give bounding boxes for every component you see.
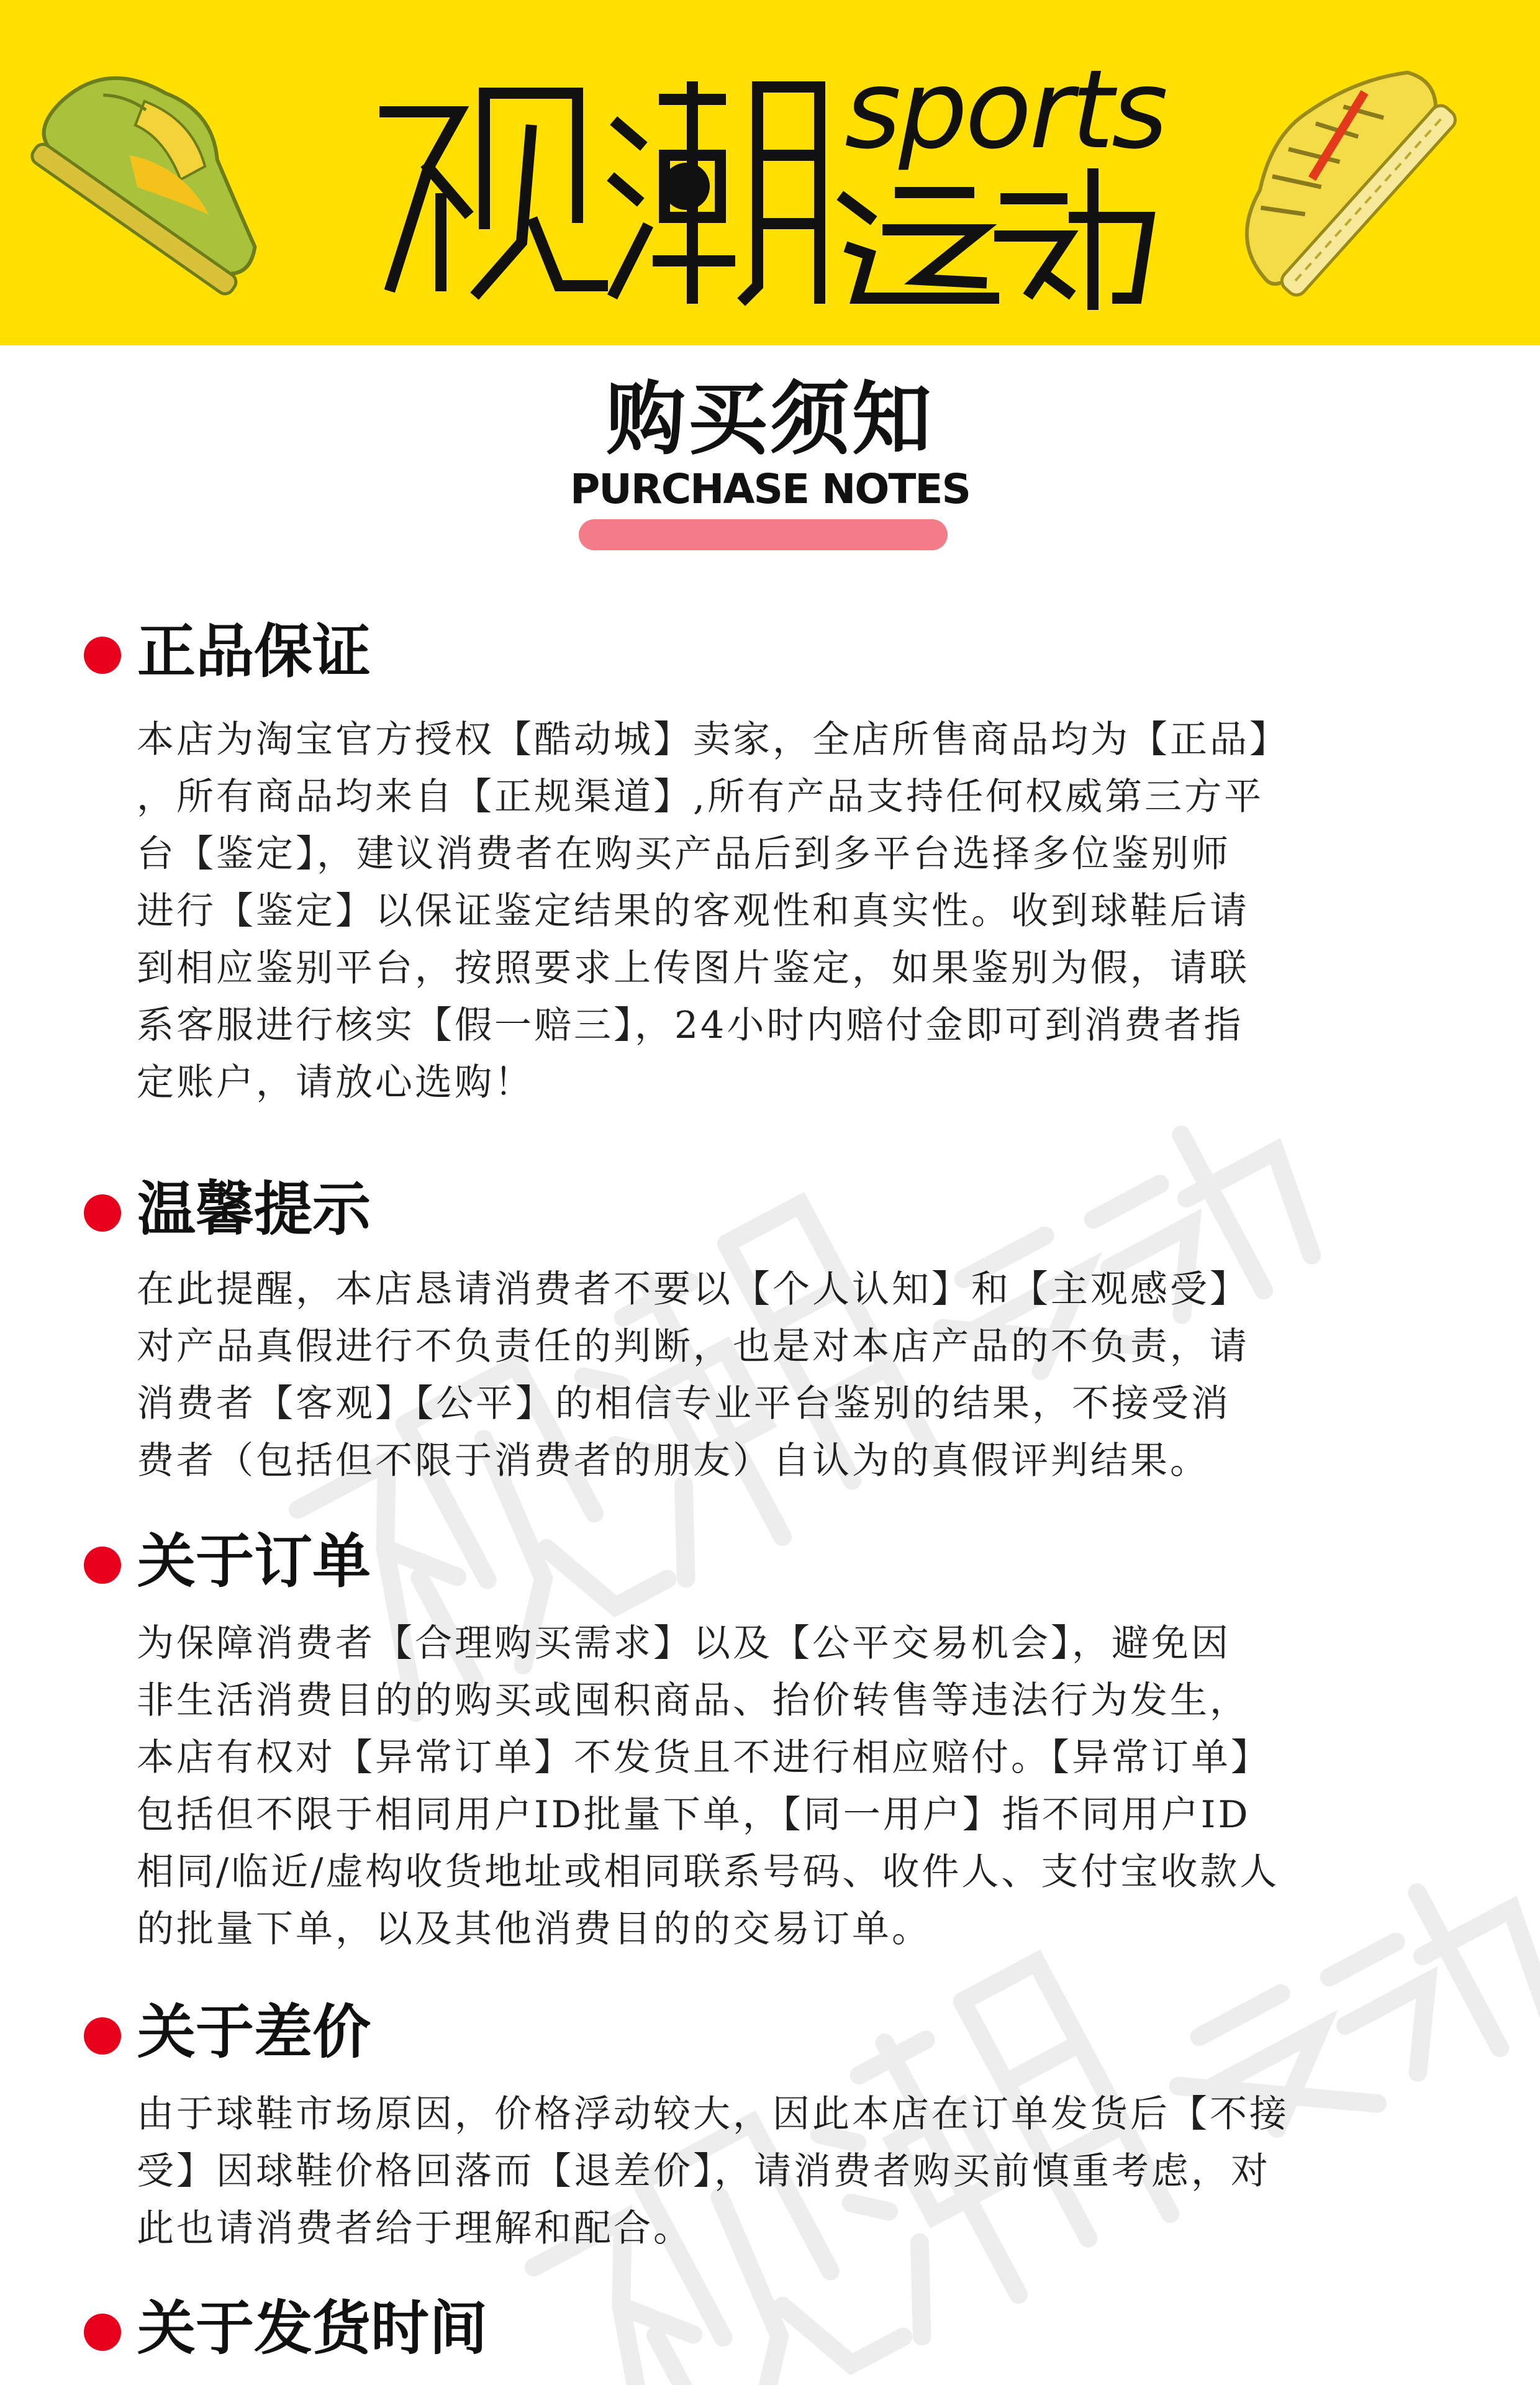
logo-sports-text: sports (845, 47, 1166, 173)
body-line: 对产品真假进行不负责任的判断，也是对本店产品的不负责，请 (137, 1325, 1249, 1368)
section-title: 正品保证 (137, 618, 371, 686)
body-line: 系客服进行核实【假一赔三】，24小时内赔付金即可到消费者指 (137, 1004, 1244, 1047)
body-line: 由于球鞋市场原因，价格浮动较大，因此本店在订单发货后【不接 (137, 2092, 1289, 2136)
section-body (137, 711, 1428, 1111)
body-line: 的批量下单，以及其他消费目的的交易订单。 (137, 1907, 931, 1951)
section-body (137, 2086, 1428, 2257)
bullet-dot-icon (84, 2314, 121, 2351)
body-line: 台【鉴定】，建议消费者在购买产品后到多平台选择多位鉴别师 (137, 832, 1231, 876)
section-title: 关于订单 (137, 1528, 371, 1596)
body-line: 非生活消费目的的购买或囤积商品、抬价转售等违法行为发生， (137, 1679, 1249, 1722)
bullet-dot-icon (84, 1194, 121, 1232)
page-subtitle: PURCHASE NOTES (569, 465, 971, 513)
section-title: 关于发货时间 (137, 2295, 488, 2363)
body-line: 此也请消费者给于理解和配合。 (137, 2207, 693, 2250)
body-line: 受】因球鞋价格回落而【退差价】，请消费者购买前慎重考虑，对 (137, 2150, 1270, 2193)
title-underline-bar (579, 519, 948, 550)
section-body (137, 1261, 1428, 1489)
section-body (137, 1615, 1428, 1958)
section-title: 温馨提示 (137, 1176, 371, 1243)
body-line: 本店有权对【异常订单】不发货且不进行相应赔付。【异常订单】 (137, 1736, 1270, 1779)
bullet-dot-icon (84, 2017, 121, 2055)
body-line: 包括但不限于相同用户ID批量下单，【同一用户】指不同用户ID (137, 1793, 1251, 1837)
body-line: 在此提醒，本店恳请消费者不要以【个人认知】和【主观感受】 (137, 1268, 1249, 1311)
body-line: 相同/临近/虚构收货地址或相同联系号码、收件人、支付宝收款人 (137, 1850, 1280, 1894)
bullet-dot-icon (84, 1547, 121, 1584)
bullet-dot-icon (84, 637, 121, 674)
body-line: 消费者【客观】【公平】的相信专业平台鉴别的结果，不接受消 (137, 1382, 1231, 1425)
body-line: 费者（包括但不限于消费者的朋友）自认为的真假评判结果。 (137, 1439, 1210, 1483)
yellow-sneaker-image (1183, 19, 1475, 311)
body-line: 本店为淘宝官方授权【酷动城】卖家，全店所售商品均为【正品】 (137, 718, 1289, 761)
body-line: 进行【鉴定】以保证鉴定结果的客观性和真实性。收到球鞋后请 (137, 889, 1249, 933)
page-title: 购买须知 (605, 373, 934, 466)
body-line: 定账户，请放心选购！ (137, 1061, 534, 1104)
body-line: 为保障消费者【合理购买需求】以及【公平交易机会】，避免因 (137, 1622, 1231, 1665)
section-title: 关于差价 (137, 1999, 371, 2066)
header-banner (0, 0, 1540, 345)
green-sneaker-image (19, 19, 310, 311)
body-line: 到相应鉴别平台，按照要求上传图片鉴定，如果鉴别为假，请联 (137, 947, 1249, 990)
body-line: ，所有商品均来自【正规渠道】,所有产品支持任何权威第三方平 (137, 775, 1264, 819)
